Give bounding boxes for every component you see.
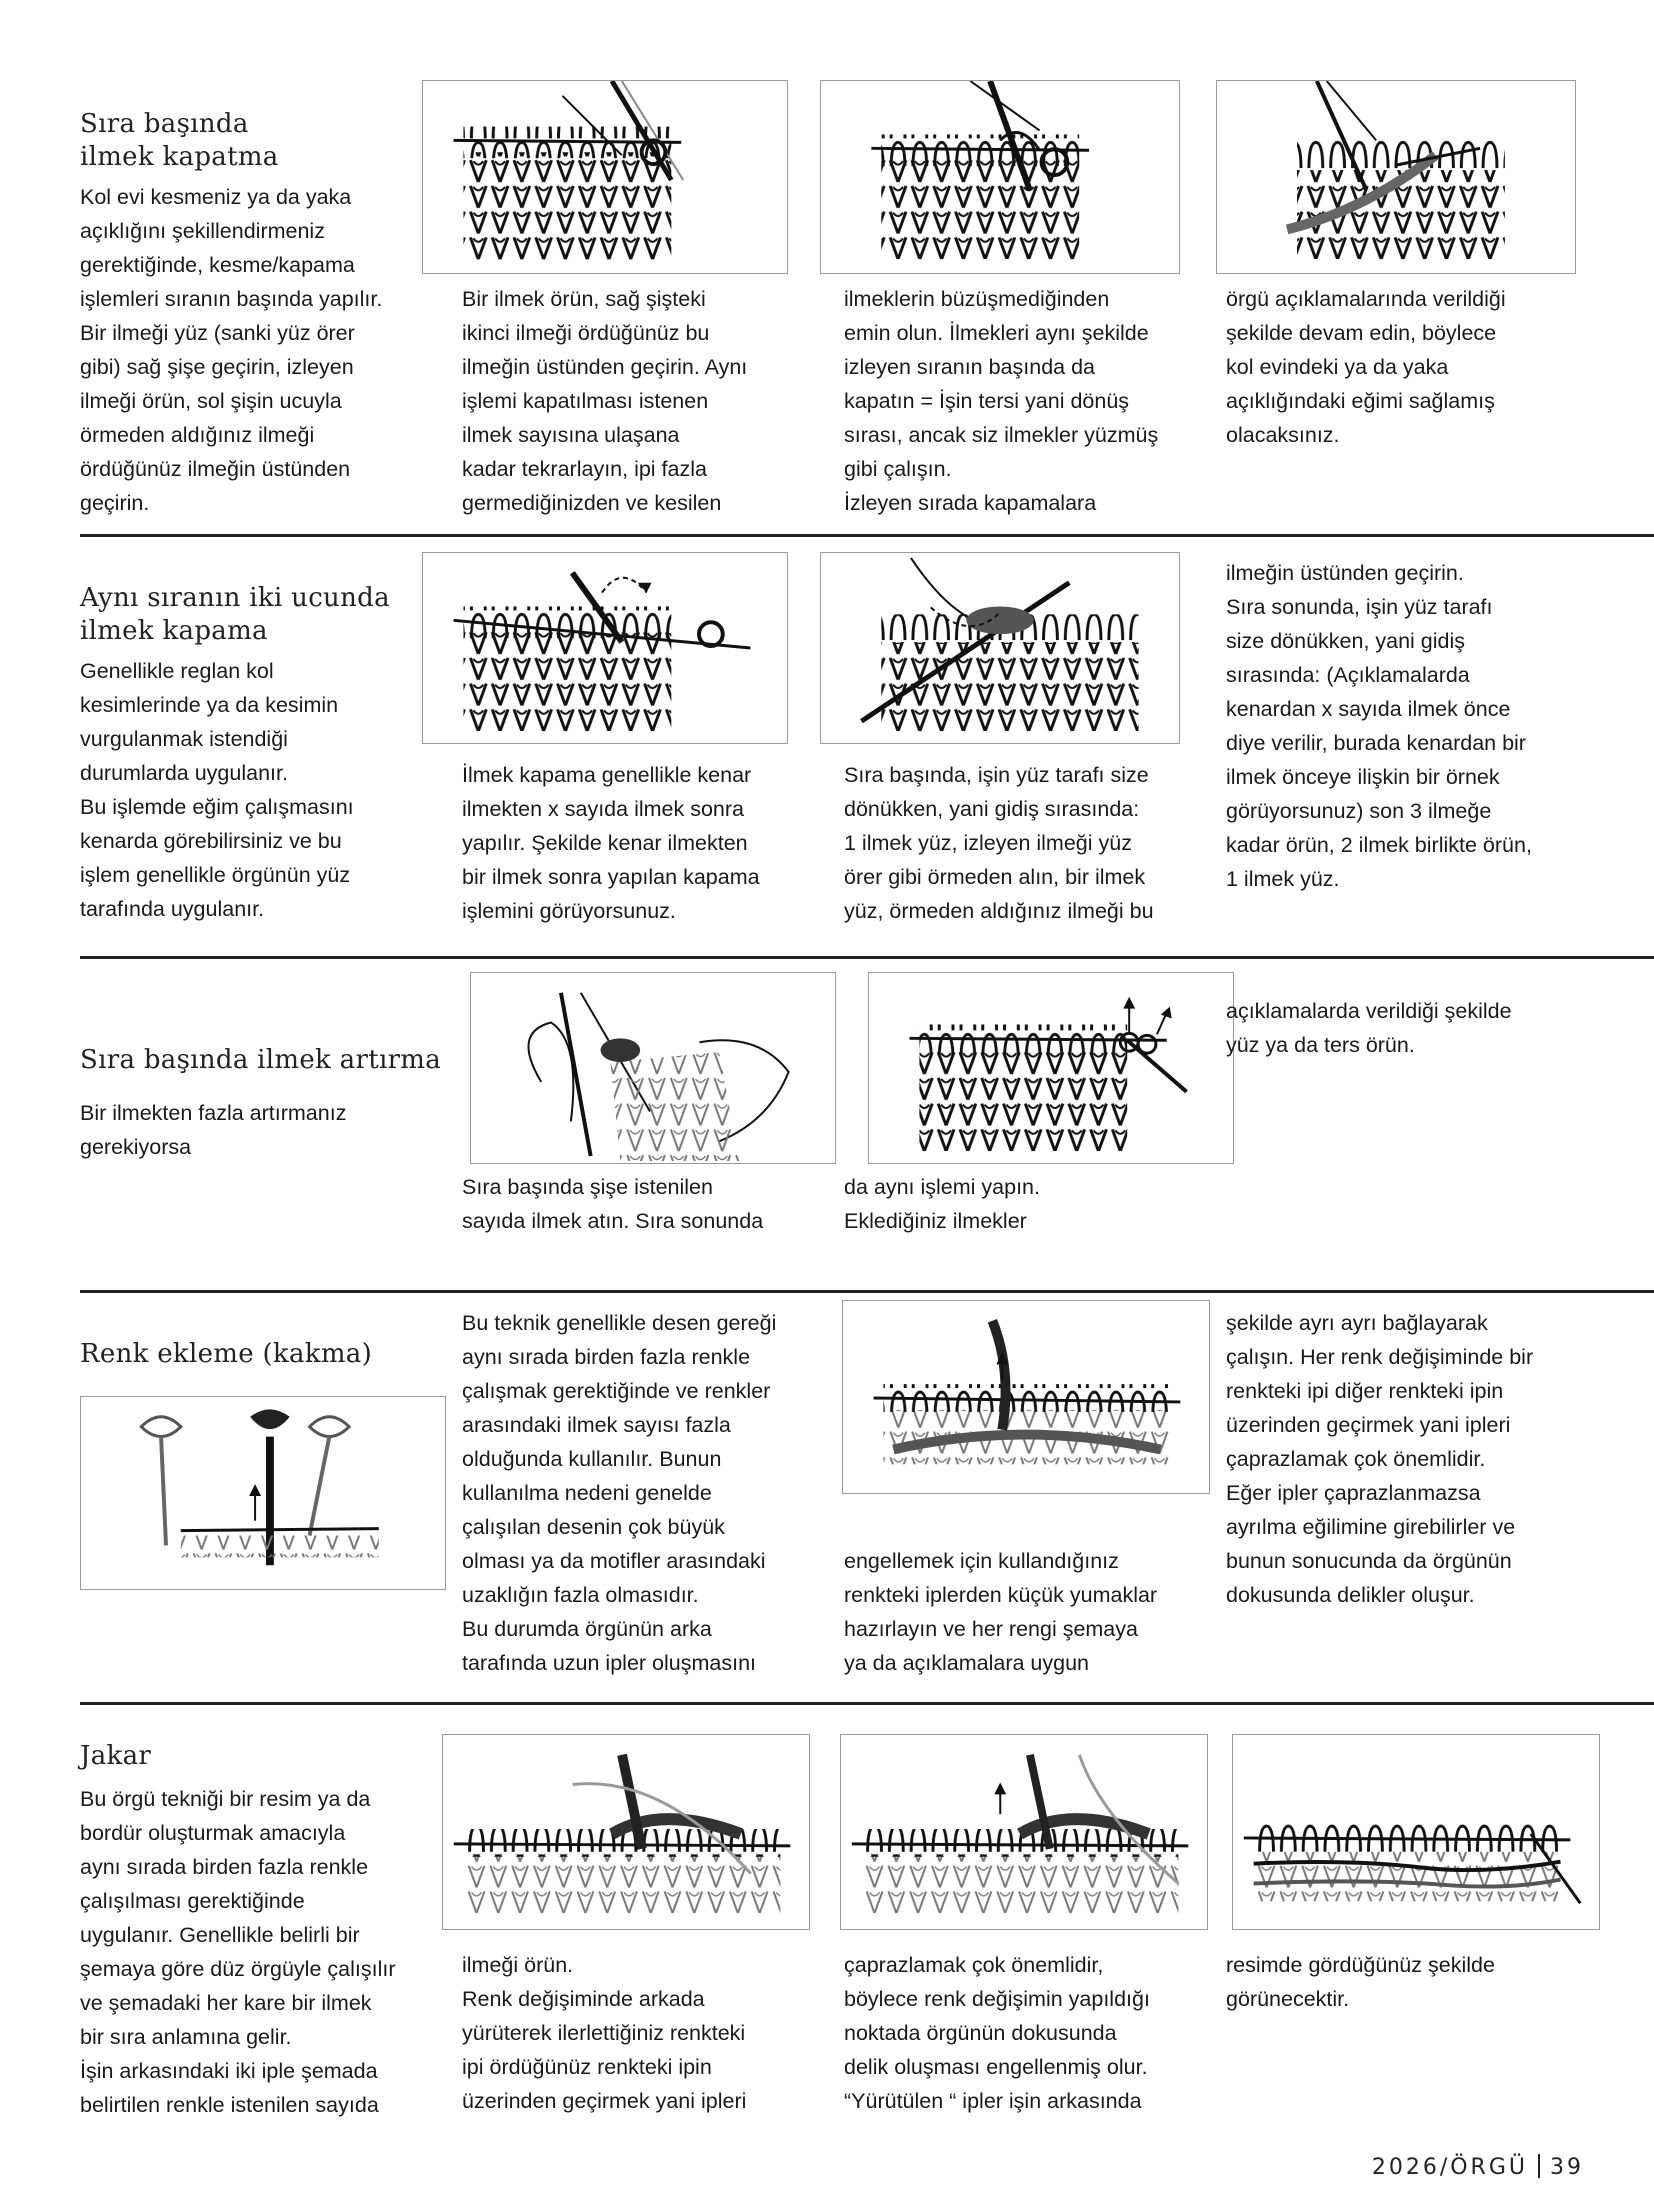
section-4-column-3: şekilde ayrı ayrı bağlayarak çalışın. Her renk değişiminde bir renkteki ipi diğer renkteki ipin üzerinden geçirmek yani ipleri çaprazlamak çok önemlidir. Eğer ipler çaprazlanmazsa ayrılma eğilimine girebilirler ve bunun sonucunda da örgünün dokusunda delikler oluşur. (1226, 1311, 1534, 1607)
figure-jacquard-step-1 (442, 1734, 810, 1930)
page-number: 39 (1550, 2155, 1584, 2180)
section-1-intro: Kol evi kesmeniz ya da yaka açıklığını şekillendirmeniz gerektiğinde, kesme/kapama işlemleri sıranın başında yapılır. Bir ilmeği yüz (sanki yüz örer gibi) sağ şişe geçirin, izleyen ilmeği örün, sol şişin ucuyla örmeden aldığınız ilmeği ördüğünüz ilmeğin üstünden geçirin. (80, 185, 383, 515)
section-2-column-1: İlmek kapama genellikle kenar ilmekten x sayıda ilmek sonra yapılır. Şekilde kenar ilmekten bir ilmek sonra yapılan kapama işlemini görüyorsunuz. (462, 763, 760, 923)
page-footer (1372, 2154, 1584, 2180)
section-3-heading: Sıra başında ilmek artırma (80, 1045, 442, 1075)
section-5-intro: Bu örgü tekniği bir resim ya da bordür oluşturmak amacıyla aynı sırada birden fazla renkle çalışılması gerektiğinde uygulanır. Genellikle belirli bir şemaya göre düz örgüyle çalışılır ve şemadaki her kare bir ilmek bir sıra anlamına gelir. İşin arkasındaki iki iple şemada belirtilen renkle istenilen sayıda (80, 1787, 396, 2117)
figure-jacquard-back (1232, 1734, 1600, 1930)
magazine-name: 2026/ÖRGÜ (1371, 2155, 1528, 2180)
section-3-column-2: da aynı işlemi yapın. Eklediğiniz ilmekler (844, 1175, 1040, 1233)
figure-bind-off-step-2 (820, 80, 1180, 274)
section-2-heading: Aynı sıranın iki ucunda ilmek kapama (80, 583, 390, 646)
figure-bind-off-step-3 (1216, 80, 1576, 274)
section-divider-1 (80, 534, 1654, 537)
figure-jacquard-step-2 (840, 1734, 1208, 1930)
footer-separator (1538, 2154, 1540, 2178)
section-4-heading: Renk ekleme (kakma) (80, 1339, 373, 1369)
section-4-column-1: Bu teknik genellikle desen gereği aynı sırada birden fazla renkle çalışmak gerektiğinde ve renkler arasındaki ilmek sayısı fazla olduğunda kullanılır. Bunun kullanılma nedeni genelde çalışılan desenin çok büyük olması ya da motifler arasındaki uzaklığın fazla olmasıdır. Bu durumda örgünün arka tarafında uzun ipler oluşmasını (462, 1311, 777, 1675)
section-1-heading: Sıra başında ilmek kapatma (80, 109, 279, 172)
section-2-column-3: ilmeğin üstünden geçirin. Sıra sonunda, işin yüz tarafı size dönükken, yani gidiş sırasında: (Açıklamalarda kenardan x sayıda ilmek önce diye verilir, burada kenardan bir ilmek önceye ilişkin bir örnek görüyorsunuz) son 3 ilmeğe kadar örün, 2 ilmek birlikte örün, 1 ilmek yüz. (1226, 561, 1532, 891)
section-divider-2 (80, 956, 1654, 959)
figure-cast-on-needle (868, 972, 1234, 1164)
figure-decrease-edge-2 (820, 552, 1180, 744)
figure-intarsia-crossing (842, 1300, 1210, 1494)
section-1-column-3: örgü açıklamalarında verildiği şekilde devam edin, böylece kol evindeki ya da yaka açıklığındaki eğimi sağlamış olacaksınız. (1226, 287, 1506, 447)
section-2-column-2: Sıra başında, işin yüz tarafı size dönükken, yani gidiş sırasında: 1 ilmek yüz, izleyen ilmeği yüz örer gibi örmeden alın, bir ilmek yüz, örmeden aldığınız ilmeği bu (844, 763, 1154, 923)
figure-cast-on-hands (470, 972, 836, 1164)
figure-bind-off-step-1 (422, 80, 788, 274)
section-5-column-2: çaprazlamak çok önemlidir, böylece renk değişimin yapıldığı noktada örgünün dokusunda delik oluşması engellenmiş olur. “Yürütülen “ ipler işin arkasında (844, 1953, 1150, 2113)
section-5-column-1: ilmeği örün. Renk değişiminde arkada yürüterek ilerlettiğiniz renkteki ipi ördüğünüz renkteki ipin üzerinden geçirmek yani ipleri (462, 1953, 747, 2113)
section-3-intro: Bir ilmekten fazla artırmanız gerekiyorsa (80, 1101, 347, 1159)
section-3-column-1: Sıra başında şişe istenilen sayıda ilmek atın. Sıra sonunda (462, 1175, 764, 1233)
figure-intarsia-bobbins (80, 1396, 446, 1590)
section-5-heading: Jakar (80, 1741, 152, 1771)
section-1-column-2: ilmeklerin büzüşmediğinden emin olun. İlmekleri aynı şekilde izleyen sıranın başında da kapatın = İşin tersi yani dönüş sırası, ancak siz ilmekler yüzmüş gibi çalışın. İzleyen sırada kapamalara (844, 287, 1159, 515)
section-2-intro: Genellikle reglan kol kesimlerinde ya da kesimin vurgulanmak istendiği durumlarda uygulanır. Bu işlemde eğim çalışmasını kenarda görebilirsiniz ve bu işlem genellikle örgünün yüz tarafında uygulanır. (80, 659, 354, 921)
section-1-column-1: Bir ilmek örün, sağ şişteki ikinci ilmeği ördüğünüz bu ilmeğin üstünden geçirin. Aynı işlemi kapatılması istenen ilmek sayısına ulaşana kadar tekrarlayın, ipi fazla germediğinizden ve kesilen (462, 287, 748, 515)
section-divider-4 (80, 1702, 1654, 1705)
section-divider-3 (80, 1290, 1654, 1293)
section-5-column-3: resimde gördüğünüz şekilde görünecektir. (1226, 1953, 1495, 2011)
section-3-column-3: açıklamalarda verildiği şekilde yüz ya da ters örün. (1226, 999, 1512, 1057)
figure-decrease-edge-1 (422, 552, 788, 744)
section-4-column-2: engellemek için kullandığınız renkteki iplerden küçük yumaklar hazırlayın ve her rengi şemaya ya da açıklamalara uygun (844, 1549, 1158, 1675)
